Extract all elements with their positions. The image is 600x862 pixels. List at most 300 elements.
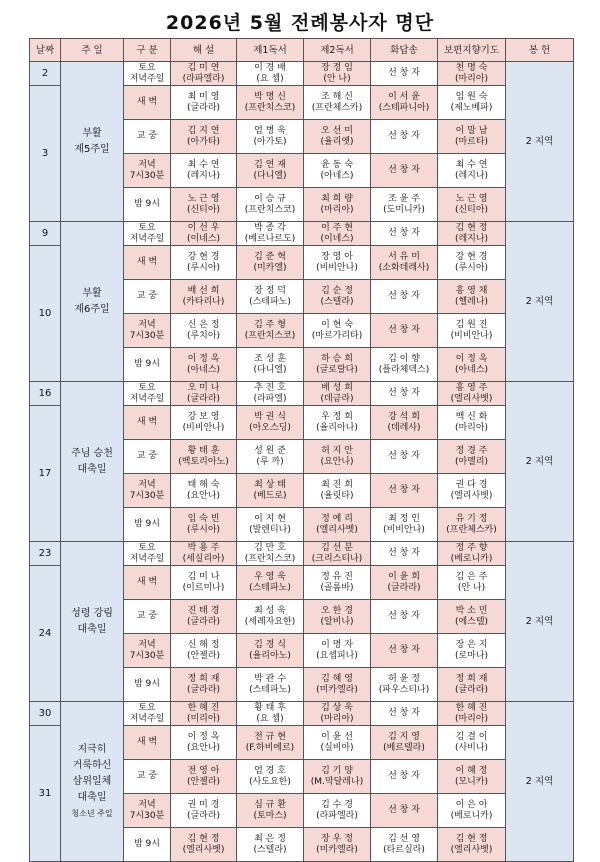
person-name: 이 은 아 <box>455 799 488 810</box>
second-reading-cell <box>304 440 371 474</box>
psalm-cell <box>371 634 438 668</box>
mass-time-line: 새 벽 <box>136 577 158 587</box>
mass-time-cell <box>124 828 171 862</box>
baptismal-name: (소화데레사) <box>378 262 430 273</box>
person-name: 유 기 정 <box>455 513 488 524</box>
baptismal-name: (프란치스코) <box>244 102 296 113</box>
person-name: 황 태 훈 <box>187 445 220 456</box>
baptismal-name: (마르타) <box>454 136 489 147</box>
mass-time-line: 7시30분 <box>129 650 165 661</box>
baptismal-name: (비비안나) <box>450 330 493 341</box>
mass-time-line: 저녁주일 <box>129 713 165 724</box>
baptismal-name: (글라라) <box>186 810 221 821</box>
person-name: 김 지 영 <box>388 731 420 742</box>
first-reading-cell <box>237 794 304 828</box>
baptismal-name: (루치아) <box>186 330 221 341</box>
intercessions-cell <box>438 600 506 634</box>
person-name: 윤 동 숙 <box>321 159 353 170</box>
person-name: 성 원 준 <box>254 445 286 456</box>
person-name: 최 성 욱 <box>254 605 286 616</box>
person-name: 이 지 현 <box>254 513 286 524</box>
person-name: 정 희 재 <box>187 673 220 684</box>
second-reading-cell <box>304 794 371 828</box>
mass-time-cell <box>124 508 171 542</box>
commentator-cell <box>171 280 237 314</box>
intercessions-cell <box>438 86 506 120</box>
baptismal-name: (아가타) <box>186 136 221 147</box>
second-reading-cell <box>304 86 371 120</box>
psalm-cell <box>371 222 438 246</box>
person-name: 장 영 아 <box>321 251 353 262</box>
first-reading-cell <box>237 600 304 634</box>
mass-time-line: 토요 <box>138 542 156 553</box>
mass-time-line: 새 벽 <box>136 257 158 267</box>
person-name: 선 창 자 <box>388 291 420 301</box>
mass-time-line: 밤 9시 <box>134 359 160 369</box>
commentator-cell <box>171 760 237 794</box>
intercessions-cell <box>438 566 506 600</box>
person-name: 노 근 영 <box>187 193 220 204</box>
person-name: 엄 병 욱 <box>254 125 286 136</box>
person-name: 권 미 경 <box>187 799 220 810</box>
person-name: 홍 영 주 <box>455 382 488 393</box>
baptismal-name: (미카엘라) <box>316 684 358 695</box>
mass-time-line: 저녁 <box>138 799 156 810</box>
mass-time-cell <box>124 440 171 474</box>
person-name: 임 숙 빈 <box>187 513 220 524</box>
column-header: 봉 헌 <box>506 39 574 62</box>
baptismal-name: (이네스) <box>186 233 221 244</box>
first-reading-cell <box>237 828 304 862</box>
person-name: 천 명 숙 <box>455 62 488 73</box>
baptismal-name: (모니카) <box>454 776 489 787</box>
baptismal-name: (요안나) <box>186 490 221 501</box>
baptismal-name: (아오스딩) <box>249 422 291 433</box>
person-name: 강 보 영 <box>187 411 220 422</box>
second-reading-cell <box>304 120 371 154</box>
baptismal-name: (헬레나) <box>454 296 489 307</box>
person-name: 우 정 희 <box>321 411 353 422</box>
baptismal-name: (엘리사벳) <box>450 490 493 501</box>
intercessions-cell <box>438 760 506 794</box>
baptismal-name: (골롬바) <box>320 582 354 593</box>
baptismal-name: (로마나) <box>454 650 489 661</box>
second-reading-cell <box>304 668 371 702</box>
person-name: 심 규 환 <box>254 799 286 810</box>
baptismal-name: (라파엘라) <box>182 73 225 84</box>
baptismal-name: (요안나) <box>186 742 221 753</box>
second-reading-cell <box>304 634 371 668</box>
baptismal-name: (아가토) <box>253 136 287 147</box>
baptismal-name: (글라라) <box>387 582 421 593</box>
person-name: 태 해 숙 <box>187 479 220 490</box>
mass-time-cell <box>124 86 171 120</box>
person-name: 최 수 연 <box>187 159 220 170</box>
baptismal-name: (사도요한) <box>249 776 291 787</box>
person-name: 김 지 연 <box>187 125 220 136</box>
person-name: 배 선 희 <box>187 285 220 296</box>
person-name: 박 권 식 <box>254 411 286 422</box>
psalm-cell <box>371 600 438 634</box>
person-name: 김 기 양 <box>321 765 353 776</box>
mass-time-line: 새 벽 <box>136 417 158 427</box>
baptismal-name: (루 까) <box>256 456 284 467</box>
first-reading-cell <box>237 726 304 760</box>
table-row <box>30 222 574 246</box>
baptismal-name: (세례자요한) <box>244 616 296 627</box>
sunday-name-line: 지극히 <box>77 743 107 755</box>
baptismal-name: (알비나) <box>320 616 354 627</box>
person-name: 김 순 정 <box>321 285 353 296</box>
column-header: 화답송 <box>371 39 438 62</box>
first-reading-cell <box>237 120 304 154</box>
baptismal-name: (스테파니아) <box>378 102 430 113</box>
person-name: 장 은 지 <box>455 639 488 650</box>
sunday-name-line: 대축일 <box>77 623 107 635</box>
mass-time-line: 토요 <box>138 382 156 393</box>
mass-time-line: 저녁 <box>138 319 156 330</box>
mass-time-line: 저녁 <box>138 479 156 490</box>
person-name: 한 혜 진 <box>455 702 488 713</box>
commentator-cell <box>171 726 237 760</box>
psalm-cell <box>371 382 438 406</box>
baptismal-name: (토마스) <box>253 810 287 821</box>
person-name: 최 은 정 <box>254 833 286 844</box>
baptismal-name: (프란치스코) <box>244 553 296 564</box>
first-reading-cell <box>237 348 304 382</box>
mass-time-line: 교 중 <box>136 291 158 301</box>
first-reading-cell <box>237 222 304 246</box>
baptismal-name: (다니엘) <box>253 364 287 375</box>
person-name: 김 현 정 <box>187 833 220 844</box>
person-name: 김 미 연 <box>187 62 220 73</box>
person-name: 이 선 우 <box>187 222 220 233</box>
psalm-cell <box>371 86 438 120</box>
baptismal-name: (미리아) <box>186 713 221 724</box>
psalm-cell <box>371 794 438 828</box>
person-name: 이 경 배 <box>254 62 286 73</box>
date-cell: 3 <box>30 86 61 222</box>
first-reading-cell <box>237 314 304 348</box>
sunday-name-line: 부활 <box>82 287 102 299</box>
person-name: 신 은 정 <box>187 319 220 330</box>
person-name: 한 혜 진 <box>187 702 220 713</box>
baptismal-name: (라파엘) <box>253 393 287 404</box>
intercessions-cell <box>438 474 506 508</box>
mass-time-line: 밤 9시 <box>134 679 160 689</box>
mass-time-cell <box>124 120 171 154</box>
person-name: 최 희 량 <box>321 193 353 204</box>
baptismal-name: (레지나) <box>454 233 489 244</box>
commentator-cell <box>171 828 237 862</box>
psalm-cell <box>371 668 438 702</box>
baptismal-name: (율리엣) <box>320 136 354 147</box>
person-name: 전 영 아 <box>187 765 220 776</box>
person-name: 김 상 욱 <box>321 702 353 713</box>
person-name: 최 수 연 <box>455 159 488 170</box>
intercessions-cell <box>438 726 506 760</box>
sunday-name-cell <box>61 62 124 222</box>
baptismal-name: (벡토리아노) <box>178 456 229 467</box>
sunday-name-cell <box>61 222 124 382</box>
sunday-name-line: 제5주일 <box>74 143 110 155</box>
commentator-cell <box>171 794 237 828</box>
commentator-cell <box>171 154 237 188</box>
first-reading-cell <box>237 154 304 188</box>
psalm-cell <box>371 508 438 542</box>
person-name: 권 다 경 <box>455 479 488 490</box>
baptismal-name: (마리아) <box>320 713 354 724</box>
person-name: 이 정 옥 <box>187 353 220 364</box>
baptismal-name: (M.막달레나) <box>310 776 364 787</box>
column-header: 구 분 <box>124 39 171 62</box>
psalm-cell <box>371 314 438 348</box>
baptismal-name: (플라체덱스) <box>378 364 430 375</box>
first-reading-cell <box>237 86 304 120</box>
baptismal-name: (데레사) <box>387 422 421 433</box>
commentator-cell <box>171 566 237 600</box>
commentator-cell <box>171 474 237 508</box>
person-name: 김 주 형 <box>254 319 286 330</box>
second-reading-cell <box>304 62 371 86</box>
baptismal-name: (안 나) <box>323 73 351 84</box>
date-cell: 16 <box>30 382 61 406</box>
baptismal-name: (루시아) <box>186 262 221 273</box>
sunday-name-line: 성령 강림 <box>71 607 113 619</box>
mass-time-line: 7시30분 <box>129 330 165 341</box>
intercessions-cell <box>438 542 506 566</box>
intercessions-cell <box>438 222 506 246</box>
person-name: 강 현 경 <box>187 251 220 262</box>
psalm-cell <box>371 828 438 862</box>
baptismal-name: (마리아) <box>454 713 489 724</box>
mass-time-line: 밤 9시 <box>134 839 160 849</box>
baptismal-name: (스테파노) <box>249 582 291 593</box>
person-name: 김 선 영 <box>388 833 420 844</box>
baptismal-name: (프란체스카) <box>311 102 363 113</box>
second-reading-cell <box>304 188 371 222</box>
mass-time-cell <box>124 280 171 314</box>
second-reading-cell <box>304 246 371 280</box>
intercessions-cell <box>438 406 506 440</box>
person-name: 오 미 나 <box>187 382 220 393</box>
person-name: 이 주 현 <box>321 222 353 233</box>
person-name: 허 지 안 <box>321 445 353 456</box>
psalm-cell <box>371 542 438 566</box>
person-name: 박 명 신 <box>254 91 286 102</box>
commentator-cell <box>171 62 237 86</box>
sunday-name-line: 부활 <box>82 127 102 139</box>
date-cell: 2 <box>30 62 61 86</box>
person-name: 우 영 욱 <box>254 571 286 582</box>
intercessions-cell <box>438 668 506 702</box>
table-header <box>30 39 574 62</box>
baptismal-name: (이네스) <box>320 233 354 244</box>
first-reading-cell <box>237 188 304 222</box>
baptismal-name: (안젤라) <box>186 776 221 787</box>
person-name: 조 해 신 <box>321 91 353 102</box>
baptismal-name: (레지나) <box>454 170 489 181</box>
baptismal-name: (프란체스카) <box>446 524 497 535</box>
person-name: 선 창 자 <box>388 131 420 141</box>
mass-time-line: 토요 <box>138 62 156 73</box>
mass-time-line: 밤 9시 <box>134 519 160 529</box>
table-row <box>30 542 574 566</box>
first-reading-cell <box>237 406 304 440</box>
column-header: 보편지향기도 <box>438 39 506 62</box>
intercessions-cell <box>438 280 506 314</box>
offertory-cell: 2 지역 <box>506 382 574 542</box>
mass-time-line: 교 중 <box>136 451 158 461</box>
mass-time-cell <box>124 474 171 508</box>
baptismal-name: (요 셉) <box>256 73 284 84</box>
intercessions-cell <box>438 120 506 154</box>
person-name: 이 혜 정 <box>455 765 488 776</box>
second-reading-cell <box>304 508 371 542</box>
sunday-note: 청소년 주일 <box>71 808 113 818</box>
baptismal-name: (마리아) <box>454 73 489 84</box>
mass-time-line: 새 벽 <box>136 97 158 107</box>
baptismal-name: (율릿타) <box>320 490 354 501</box>
baptismal-name: (글라라) <box>186 393 221 404</box>
first-reading-cell <box>237 382 304 406</box>
second-reading-cell <box>304 406 371 440</box>
baptismal-name: (신티아) <box>454 204 489 215</box>
person-name: 김 은 주 <box>455 571 488 582</box>
first-reading-cell <box>237 474 304 508</box>
baptismal-name: (글라라) <box>186 684 221 695</box>
baptismal-name: (비비안나) <box>383 524 425 535</box>
psalm-cell <box>371 726 438 760</box>
commentator-cell <box>171 120 237 154</box>
baptismal-name: (베로니카) <box>450 553 493 564</box>
intercessions-cell <box>438 440 506 474</box>
psalm-cell <box>371 120 438 154</box>
sunday-name-cell <box>61 542 124 702</box>
person-name: 노 근 영 <box>455 193 488 204</box>
second-reading-cell <box>304 314 371 348</box>
baptismal-name: (글라라) <box>186 616 221 627</box>
mass-time-cell <box>124 702 171 726</box>
person-name: 김 경 식 <box>254 639 286 650</box>
second-reading-cell <box>304 566 371 600</box>
baptismal-name: (발렌티나) <box>249 524 291 535</box>
sunday-name-line: 주님 승천 <box>71 447 113 459</box>
baptismal-name: (마리아) <box>320 204 354 215</box>
baptismal-name: (데금라) <box>320 393 354 404</box>
person-name: 추 진 호 <box>254 382 286 393</box>
baptismal-name: (파우스티나) <box>378 684 430 695</box>
baptismal-name: (스테파노) <box>249 296 291 307</box>
person-name: 정 경 주 <box>455 445 488 456</box>
first-reading-cell <box>237 760 304 794</box>
commentator-cell <box>171 600 237 634</box>
person-name: 강 석 희 <box>388 411 420 422</box>
person-name: 김 현 정 <box>455 833 488 844</box>
sunday-name-line: 삼위일체 <box>72 775 112 787</box>
baptismal-name: (요안나) <box>320 456 354 467</box>
baptismal-name: (레지나) <box>186 170 221 181</box>
baptismal-name: (스텔라) <box>320 296 354 307</box>
second-reading-cell <box>304 154 371 188</box>
psalm-cell <box>371 566 438 600</box>
baptismal-name: (타르실라) <box>383 844 425 855</box>
person-name: 엄 경 호 <box>254 765 286 776</box>
person-name: 선 창 자 <box>388 228 420 238</box>
person-name: 장 정 덕 <box>254 285 286 296</box>
intercessions-cell <box>438 794 506 828</box>
date-cell: 30 <box>30 702 61 726</box>
second-reading-cell <box>304 828 371 862</box>
person-name: 이 서 윤 <box>388 91 420 102</box>
mass-time-cell <box>124 188 171 222</box>
person-name: 선 창 자 <box>388 548 420 558</box>
second-reading-cell <box>304 542 371 566</box>
person-name: 이 윤 희 <box>388 571 420 582</box>
person-name: 선 창 자 <box>388 68 420 78</box>
baptismal-name: (F.하비에르) <box>245 742 295 753</box>
offertory-cell: 2 지역 <box>506 542 574 702</box>
mass-time-line: 밤 9시 <box>134 199 160 209</box>
first-reading-cell <box>237 702 304 726</box>
baptismal-name: (다니엘) <box>253 170 287 181</box>
psalm-cell <box>371 280 438 314</box>
baptismal-name: (에스텔) <box>454 616 489 627</box>
person-name: 박 소 민 <box>455 605 488 616</box>
person-name: 오 선 미 <box>321 125 353 136</box>
baptismal-name: (세실리아) <box>182 553 225 564</box>
commentator-cell <box>171 86 237 120</box>
baptismal-name: (제노베파) <box>450 102 493 113</box>
intercessions-cell <box>438 634 506 668</box>
mass-time-cell <box>124 246 171 280</box>
person-name: 선 창 자 <box>388 611 420 621</box>
baptismal-name: (베로니카) <box>450 810 493 821</box>
mass-time-line: 7시30분 <box>129 170 165 181</box>
person-name: 김 이 향 <box>388 353 420 364</box>
person-name: 임 원 숙 <box>455 91 488 102</box>
baptismal-name: (카타리나) <box>182 296 225 307</box>
mass-time-line: 저녁주일 <box>129 553 165 564</box>
person-name: 오 한 경 <box>321 605 353 616</box>
person-name: 강 현 경 <box>455 251 488 262</box>
mass-time-cell <box>124 406 171 440</box>
baptismal-name: (율리아노) <box>249 650 291 661</box>
person-name: 정 주 향 <box>455 542 488 553</box>
person-name: 서 유 미 <box>388 251 420 262</box>
baptismal-name: (베르텔라) <box>383 742 425 753</box>
first-reading-cell <box>237 440 304 474</box>
mass-time-line: 토요 <box>138 222 156 233</box>
person-name: 선 창 자 <box>388 708 420 718</box>
baptismal-name: (루시아) <box>186 524 221 535</box>
date-cell: 10 <box>30 246 61 382</box>
baptismal-name: (엘리사벳) <box>316 524 358 535</box>
person-name: 최 미 영 <box>187 91 220 102</box>
sunday-name-line: 대축일 <box>77 463 107 475</box>
baptismal-name: (아네스) <box>454 364 489 375</box>
commentator-cell <box>171 508 237 542</box>
baptismal-name: (글라라) <box>186 102 221 113</box>
intercessions-cell <box>438 246 506 280</box>
psalm-cell <box>371 154 438 188</box>
commentator-cell <box>171 246 237 280</box>
psalm-cell <box>371 406 438 440</box>
person-name: 최 진 희 <box>321 479 353 490</box>
intercessions-cell <box>438 828 506 862</box>
sunday-name-line: 거룩하신 <box>72 759 112 771</box>
second-reading-cell <box>304 382 371 406</box>
